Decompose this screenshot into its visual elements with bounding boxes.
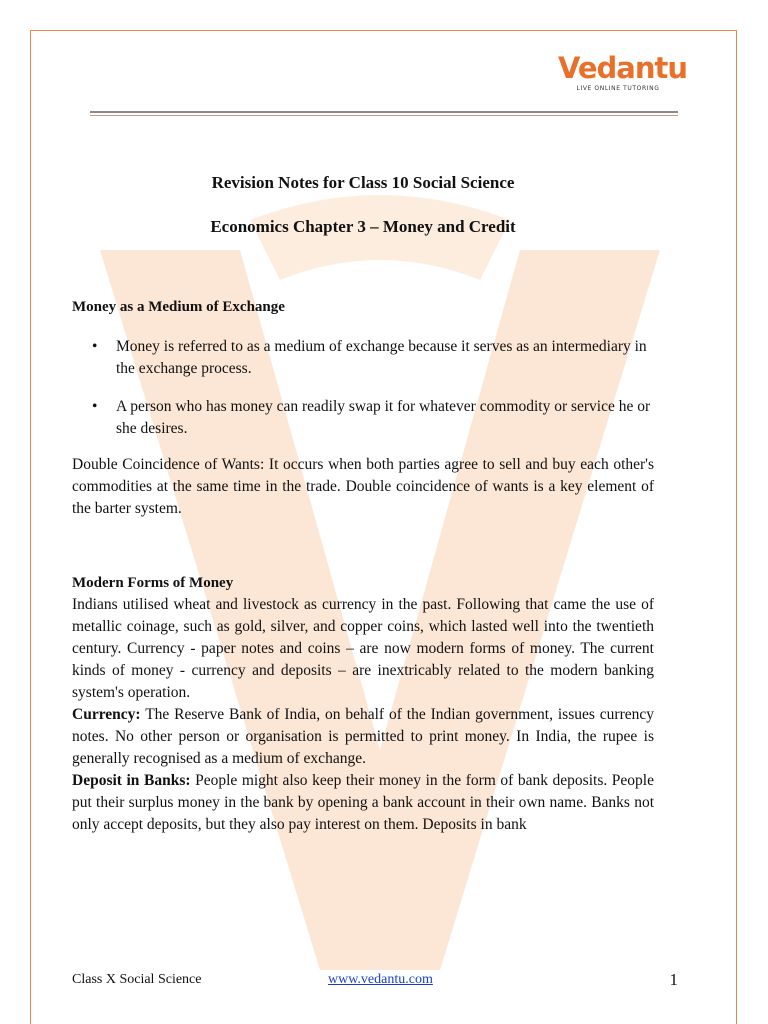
page-footer <box>72 970 678 992</box>
section-heading-medium-of-exchange: Money as a Medium of Exchange <box>72 299 285 315</box>
list-item-text: Money is referred to as a medium of exchange because it serves as an intermediary in the exchange process. <box>116 338 647 377</box>
section-heading-modern-forms: Modern Forms of Money <box>72 575 234 591</box>
footer-website-link[interactable]: www.vedantu.com <box>328 972 433 987</box>
document-title: Revision Notes for Class 10 Social Science <box>211 173 515 192</box>
list-item <box>92 396 654 440</box>
paragraph-deposit <box>72 770 654 836</box>
footer-class-label: Class X Social Science <box>72 972 202 987</box>
paragraph-currency <box>72 704 654 770</box>
bullet-list <box>72 336 654 440</box>
paragraph-modern-forms: Indians utilised wheat and livestock as currency in the past. Following that came the use of metallic coinage, such as gold, silver, and copper coins, which lasted well into the twentieth century. Currency - paper notes and coins – are now modern forms of money. The current kinds of money - currency and deposits – are inextricably related to the modern banking system's operation. <box>72 596 654 701</box>
header-rule-accent <box>90 115 678 116</box>
paragraph-double-coincidence: Double Coincidence of Wants: It occurs when both parties agree to sell and buy each other's commodities at the same time in the trade. Double coincidence of wants is a key element of the barter system. <box>72 456 654 517</box>
deposit-label: Deposit in Banks: <box>72 772 191 789</box>
logo-tagline: LIVE ONLINE TUTORING <box>576 85 660 92</box>
chapter-title: Economics Chapter 3 – Money and Credit <box>210 217 516 236</box>
list-item <box>92 336 654 380</box>
header-rule <box>90 111 678 113</box>
page-content <box>72 170 654 836</box>
list-item-text: A person who has money can readily swap it for whatever commodity or service he or she desires. <box>116 398 651 437</box>
deposit-text: People might also keep their money in the form of bank deposits. People put their surplus money in the bank by opening a bank account in their own name. Banks not only accept deposits, but they also pay interest on them. Deposits in bank <box>72 772 654 833</box>
bullet-icon: • <box>92 338 98 355</box>
vedantu-logo <box>558 51 688 92</box>
bullet-icon: • <box>92 398 98 415</box>
currency-label: Currency: <box>72 706 141 723</box>
page-number: 1 <box>669 970 678 989</box>
logo-wordmark: Vedantu <box>558 51 688 85</box>
currency-text: The Reserve Bank of India, on behalf of the Indian government, issues currency notes. No other person or organisation is permitted to print money. In India, the rupee is generally recognised as a medium of exchange. <box>72 706 654 767</box>
